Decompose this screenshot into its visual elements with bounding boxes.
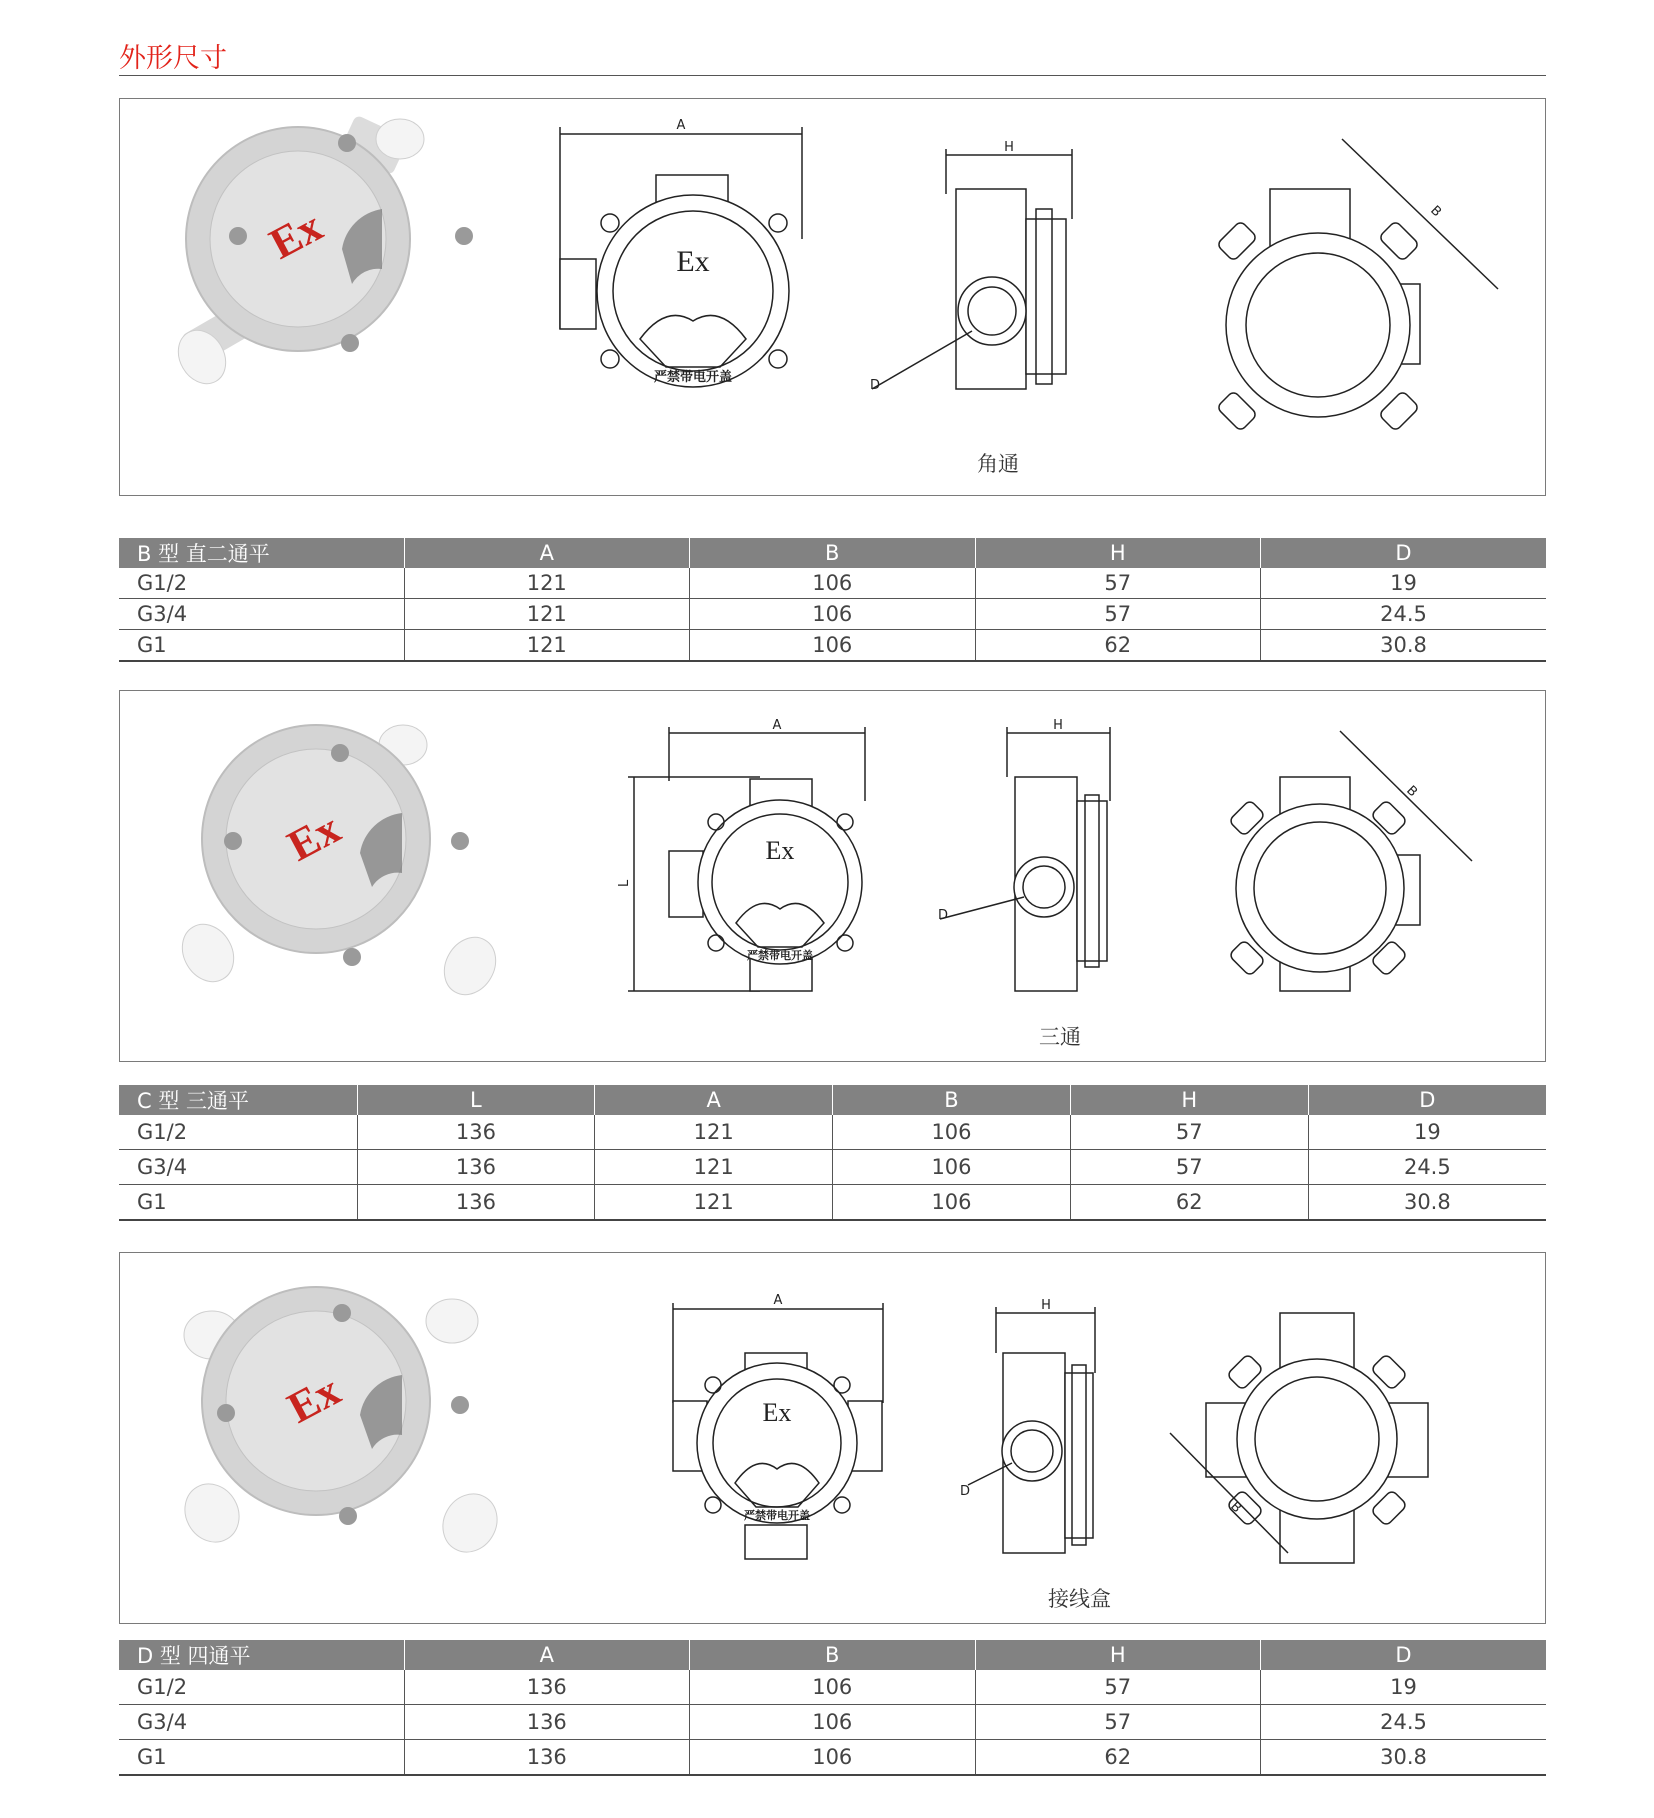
- front-ex-label-b: Ex: [676, 245, 710, 278]
- table-cell: 106: [690, 1740, 976, 1776]
- table-cell: 19: [1261, 1670, 1547, 1705]
- row-label: G1/2: [119, 568, 404, 599]
- row-label: G1/2: [119, 1115, 357, 1150]
- front-ex-label-c: Ex: [765, 836, 795, 865]
- table-title: C 型 三通平: [119, 1085, 357, 1115]
- table-row: [119, 630, 1546, 662]
- dim-label-h-d: H: [1041, 1298, 1051, 1313]
- product-photo-d: [174, 1287, 507, 1562]
- table-row: [119, 1705, 1546, 1740]
- table-cell: 57: [975, 1705, 1261, 1740]
- table-title: B 型 直二通平: [119, 538, 404, 568]
- table-cell: 106: [833, 1185, 1071, 1221]
- table-cell: 136: [404, 1670, 690, 1705]
- column-header: A: [404, 538, 690, 568]
- table-cell: 24.5: [1261, 599, 1547, 630]
- dim-label-h-c: H: [1053, 718, 1063, 733]
- table-cell: 62: [1070, 1185, 1308, 1221]
- table-row: [119, 1670, 1546, 1705]
- product-ex-mark-b: Ex: [261, 201, 331, 269]
- table-row: [119, 1150, 1546, 1185]
- column-header: B: [690, 538, 976, 568]
- dim-label-a-c: A: [772, 718, 782, 733]
- dim-label-b-b: B: [1427, 203, 1445, 221]
- front-warning-label-d: 严禁带电开盖: [744, 1509, 810, 1522]
- panel-b-drawings: [120, 99, 1545, 495]
- column-header: B: [690, 1640, 976, 1670]
- row-label: G3/4: [119, 599, 404, 630]
- table-row: [119, 1115, 1546, 1150]
- table-cell: 121: [595, 1115, 833, 1150]
- figure-panel-b: [119, 98, 1546, 496]
- dim-label-l-c: L: [617, 879, 632, 887]
- panel-caption-b: 角通: [977, 452, 1019, 476]
- table-cell: 136: [357, 1150, 595, 1185]
- column-header: D: [1261, 538, 1547, 568]
- table-cell: 30.8: [1261, 630, 1547, 662]
- table-row: [119, 1185, 1546, 1221]
- column-header: D: [1308, 1085, 1546, 1115]
- table-row: [119, 568, 1546, 599]
- table-cell: 30.8: [1261, 1740, 1547, 1776]
- table-cell: 106: [690, 1670, 976, 1705]
- dim-label-a-d: A: [773, 1293, 783, 1308]
- dim-label-d-b: D: [870, 378, 881, 393]
- table-row: [119, 1740, 1546, 1776]
- product-ex-mark-c: Ex: [279, 803, 349, 871]
- dim-label-b-c: B: [1403, 783, 1421, 801]
- front-warning-label-c: 严禁带电开盖: [747, 949, 813, 962]
- table-cell: 62: [975, 630, 1261, 662]
- table-cell: 106: [690, 1705, 976, 1740]
- front-ex-label-d: Ex: [762, 1398, 792, 1427]
- column-header: L: [357, 1085, 595, 1115]
- panel-caption-d: 接线盒: [1048, 1587, 1111, 1611]
- table-cell: 19: [1261, 568, 1547, 599]
- table-cell: 106: [690, 568, 976, 599]
- table-cell: 106: [833, 1150, 1071, 1185]
- table-cell: 121: [404, 599, 690, 630]
- dim-label-b-d: B: [1227, 1499, 1245, 1517]
- product-photo-c: [172, 725, 506, 1004]
- spec-table-c: [119, 1085, 1546, 1221]
- dim-label-d-c: D: [938, 908, 949, 923]
- product-photo-b: [169, 115, 473, 393]
- table-cell: 19: [1308, 1115, 1546, 1150]
- row-label: G1/2: [119, 1670, 404, 1705]
- side-view-b: [872, 149, 1072, 389]
- row-label: G1: [119, 1185, 357, 1221]
- table-title: D 型 四通平: [119, 1640, 404, 1670]
- table-cell: 57: [975, 599, 1261, 630]
- top-view-c: [1229, 731, 1472, 991]
- table-cell: 57: [1070, 1115, 1308, 1150]
- page-title: 外形尺寸: [119, 43, 227, 74]
- table-cell: 121: [595, 1185, 833, 1221]
- dim-label-a-b: A: [676, 118, 686, 133]
- top-view-b: [1216, 139, 1498, 432]
- table-cell: 62: [975, 1740, 1261, 1776]
- panel-c-drawings: [120, 691, 1545, 1061]
- figure-panel-c: [119, 690, 1546, 1062]
- table-cell: 30.8: [1308, 1185, 1546, 1221]
- column-header: H: [975, 1640, 1261, 1670]
- column-header: D: [1261, 1640, 1547, 1670]
- table-cell: 121: [404, 630, 690, 662]
- table-cell: 136: [404, 1740, 690, 1776]
- column-header: B: [833, 1085, 1071, 1115]
- dim-label-h-b: H: [1004, 140, 1014, 155]
- dim-label-d-d: D: [960, 1484, 971, 1499]
- table-cell: 136: [404, 1705, 690, 1740]
- table-cell: 106: [690, 599, 976, 630]
- table-row: [119, 599, 1546, 630]
- product-ex-mark-d: Ex: [279, 1365, 349, 1433]
- table-cell: 106: [833, 1115, 1071, 1150]
- table-cell: 106: [690, 630, 976, 662]
- column-header: A: [404, 1640, 690, 1670]
- table-cell: 57: [975, 568, 1261, 599]
- table-cell: 57: [975, 1670, 1261, 1705]
- table-cell: 136: [357, 1115, 595, 1150]
- table-cell: 24.5: [1261, 1705, 1547, 1740]
- column-header: H: [1070, 1085, 1308, 1115]
- figure-panel-d: [119, 1252, 1546, 1624]
- row-label: G3/4: [119, 1150, 357, 1185]
- top-view-d: [1170, 1313, 1428, 1563]
- row-label: G1: [119, 1740, 404, 1776]
- table-cell: 121: [595, 1150, 833, 1185]
- side-view-d: [968, 1307, 1095, 1553]
- title-divider: [119, 75, 1546, 76]
- row-label: G3/4: [119, 1705, 404, 1740]
- table-cell: 57: [1070, 1150, 1308, 1185]
- panel-caption-c: 三通: [1039, 1025, 1081, 1049]
- panel-d-drawings: [120, 1253, 1545, 1623]
- spec-table-d: [119, 1640, 1546, 1776]
- row-label: G1: [119, 630, 404, 662]
- table-cell: 24.5: [1308, 1150, 1546, 1185]
- front-warning-label-b: 严禁带电开盖: [653, 370, 733, 385]
- spec-table-b: [119, 538, 1546, 662]
- column-header: H: [975, 538, 1261, 568]
- side-view-c: [940, 727, 1110, 991]
- column-header: A: [595, 1085, 833, 1115]
- table-cell: 136: [357, 1185, 595, 1221]
- table-cell: 121: [404, 568, 690, 599]
